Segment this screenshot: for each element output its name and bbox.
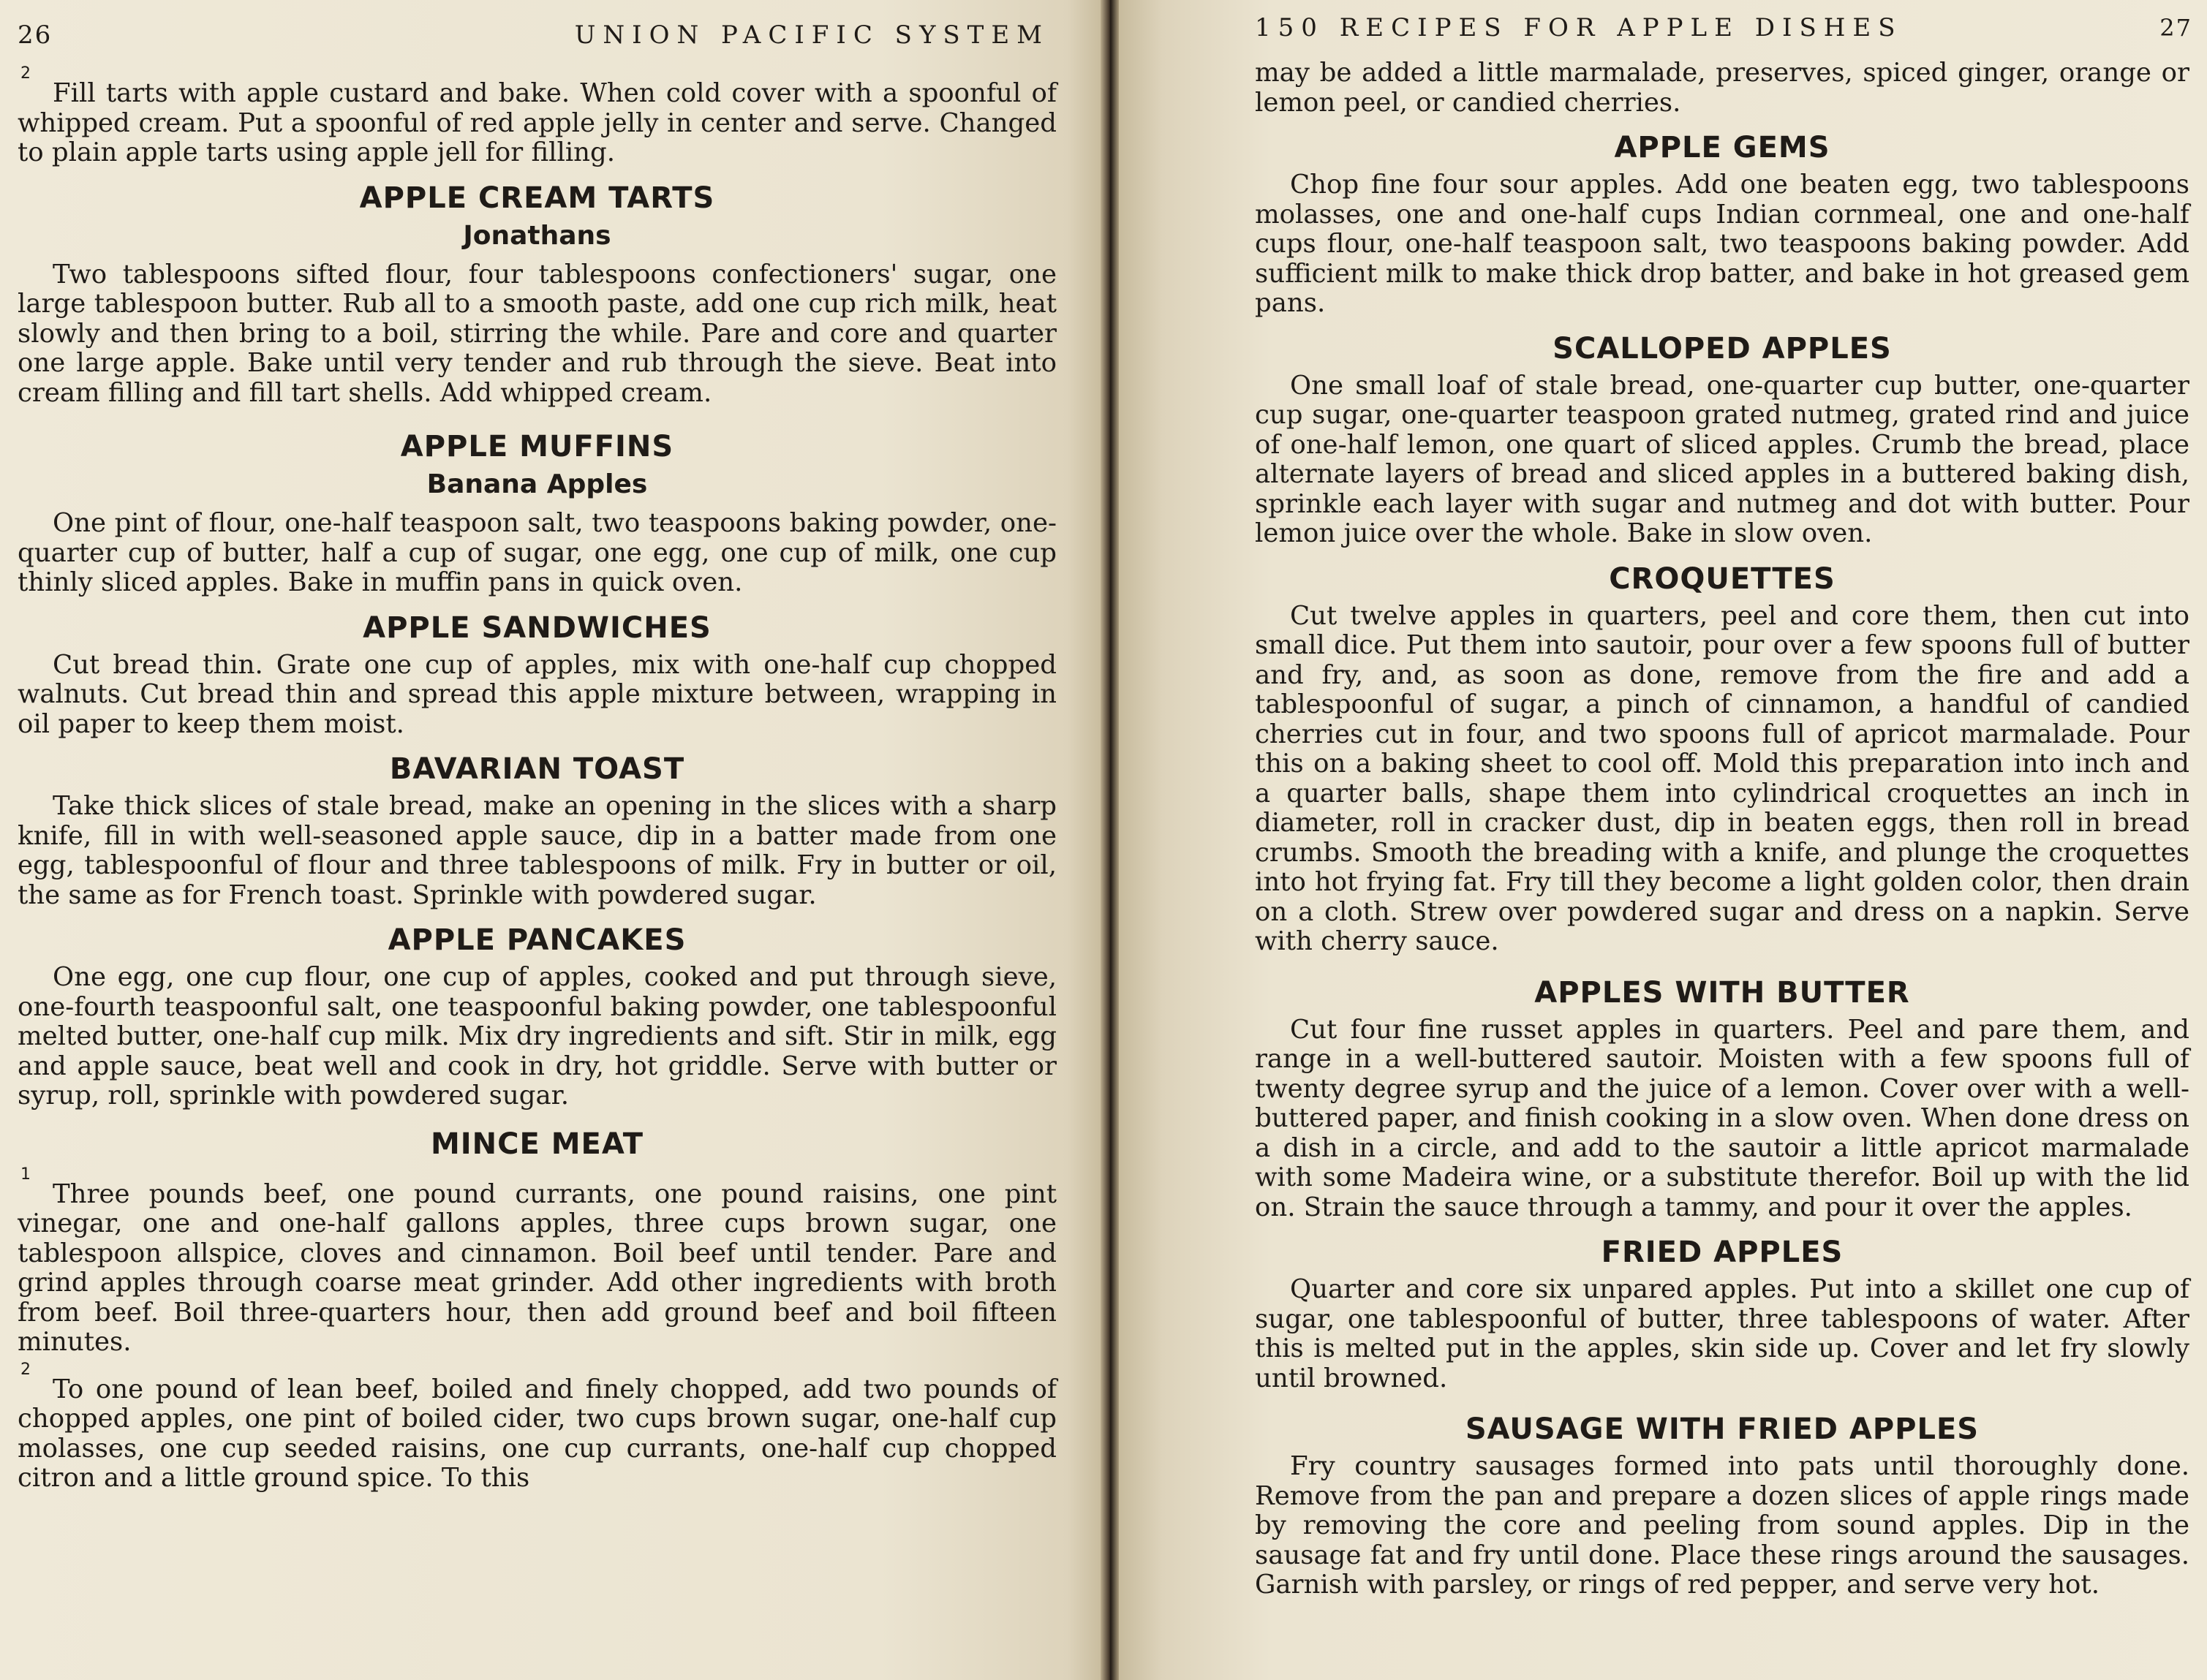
- recipe-text: Cut four fine russet apples in quarters. Peel and pare them, and range in a well-buttered sautoir. Moisten with a few spoons full of twenty degree syrup and the juice of a lemon. Cover over with a well-buttered paper, and finish cooking in a slow oven. When done dress on a dish in a circle, and add to the sautoir a little apricot marmalade with some Madeira wine, or a substitute therefor. Boil up with the lid on. Strain the sauce through a tammy, and pour it over the apples.: [1255, 1014, 2189, 1222]
- running-title: UNION PACIFIC SYSTEM: [574, 20, 1049, 50]
- running-title: 150 RECIPES FOR APPLE DISHES: [1255, 13, 1903, 42]
- page-number: 27: [2159, 14, 2192, 42]
- apple-variety: Jonathans: [463, 220, 611, 251]
- recipe-text: Two tablespoons sifted flour, four tablespoons confectioners' sugar, one large tablespoon butter. Rub all to a smooth paste, add one cup rich milk, heat slowly and then bring to a boil, stirring the while. Pare and core and quarter one large apple. Bake until very tender and rub through the sieve. Beat into cream filling and fill tart shells. Add whipped cream.: [18, 259, 1057, 408]
- recipe-title: MINCE MEAT: [430, 1127, 644, 1161]
- recipe-title: BAVARIAN TOAST: [389, 752, 685, 786]
- recipe-text: To one pound of lean beef, boiled and finely chopped, add two pounds of chopped apples, one pint of boiled cider, two cups brown sugar, one-half cup molasses, one cup seeded raisins, one cup currants, one-half cup chopped citron and a little ground spice. To this: [18, 1374, 1057, 1493]
- book-gutter: [1101, 0, 1119, 1680]
- recipe-text: Chop fine four sour apples. Add one beaten egg, two tablespoons molasses, one and one-half cups Indian cornmeal, one and one-half cups flour, one-half teaspoon salt, two teaspoons baking powder. Add sufficient milk to make thick drop batter, and bake in hot greased gem pans.: [1255, 170, 2189, 318]
- recipe-title: APPLES WITH BUTTER: [1534, 975, 1910, 1010]
- right-running-head: [1255, 13, 2192, 42]
- recipe-text: Fill tarts with apple custard and bake. When cold cover with a spoonful of whipped cream. Put a spoonful of red apple jelly in center and serve. Changed to plain apple tarts using apple jell for filling.: [18, 78, 1057, 167]
- left-page: [0, 0, 1101, 1680]
- recipe-title: SCALLOPED APPLES: [1553, 331, 1892, 366]
- recipe-text: Take thick slices of stale bread, make an opening in the slices with a sharp knife, fill in with well-seasoned apple sauce, dip in a batter made from one egg, tablespoonful of flour and three tablespoons of milk. Fry in butter or oil, the same as for French toast. Sprinkle with powdered sugar.: [18, 791, 1057, 910]
- recipe-title: APPLE PANCAKES: [388, 923, 687, 957]
- recipe-text: One pint of flour, one-half teaspoon salt, two teaspoons baking powder, one-quarter cup of butter, half a cup of sugar, one egg, one cup of milk, one cup thinly sliced apples. Bake in muffin pans in quick oven.: [18, 508, 1057, 597]
- recipe-text: One small loaf of stale bread, one-quarter cup butter, one-quarter cup sugar, one-quarter teaspoon grated nutmeg, grated rind and juice of one-half lemon, one quart of sliced apples. Crumb the bread, place alternate layers of bread and sliced apples in a buttered baking dish, sprinkle each layer with sugar and nutmeg and dot with butter. Pour lemon juice over the whole. Bake in slow oven.: [1255, 370, 2189, 548]
- footnote-marker: 2: [20, 1360, 31, 1379]
- footnote-marker: 1: [20, 1165, 31, 1184]
- recipe-text: Fry country sausages formed into pats until thoroughly done. Remove from the pan and prepare a dozen slices of apple rings made by removing the core and peeling from sound apples. Dip in the sausage fat and fry until done. Place these rings around the sausages. Garnish with parsley, or rings of red pepper, and serve very hot.: [1255, 1451, 2189, 1600]
- recipe-title: CROQUETTES: [1609, 561, 1836, 596]
- recipe-text: Cut bread thin. Grate one cup of apples, mix with one-half cup chopped walnuts. Cut bread thin and spread this apple mixture between, wrapping in oil paper to keep them moist.: [18, 649, 1057, 739]
- right-page: [1119, 0, 2207, 1680]
- recipe-text: Three pounds beef, one pound currants, one pound raisins, one pint vinegar, one and one-half gallons apples, three cups brown sugar, one tablespoon allspice, cloves and cinnamon. Boil beef until tender. Pare and grind apples through coarse meat grinder. Add other ingredients with broth from beef. Boil three-quarters hour, then add ground beef and boil fifteen minutes.: [18, 1178, 1057, 1357]
- recipe-title: APPLE MUFFINS: [400, 430, 674, 463]
- recipe-title: APPLE CREAM TARTS: [359, 181, 715, 215]
- recipe-title: SAUSAGE WITH FRIED APPLES: [1465, 1412, 1980, 1446]
- recipe-text: Cut twelve apples in quarters, peel and core them, then cut into small dice. Put them into sautoir, pour over a few spoons full of butter and fry, and, as soon as done, remove from the fire and add a tablespoonful of sugar, a pinch of cinnamon, a handful of candied cherries cut in four, and two spoons full of apricot marmalade. Pour this on a baking sheet to cool off. Mold this preparation into inch and a quarter balls, shape them into cylindrical croquettes an inch in diameter, roll in cracker dust, dip in beaten eggs, then roll in bread crumbs. Smooth the breading with a knife, and plunge the croquettes into hot frying fat. Fry till they become a light golden color, then drain on a cloth. Strew over powdered sugar and dress on a napkin. Serve with cherry sauce.: [1255, 600, 2189, 956]
- recipe-title: APPLE SANDWICHES: [363, 610, 712, 645]
- apple-variety: Banana Apples: [426, 469, 648, 499]
- recipe-title: APPLE GEMS: [1614, 131, 1830, 164]
- page-number: 26: [18, 20, 53, 50]
- left-running-head: [18, 20, 1057, 50]
- recipe-title: FRIED APPLES: [1601, 1236, 1844, 1269]
- recipe-text: Quarter and core six unpared apples. Put into a skillet one cup of sugar, one tablespoonful of butter, three tablespoons of water. After this is melted put in the apples, skin side up. Cover and let fry slowly until browned.: [1255, 1274, 2189, 1393]
- footnote-marker: 2: [20, 64, 31, 83]
- recipe-text: One egg, one cup flour, one cup of apples, cooked and put through sieve, one-fourth teaspoonful salt, one teaspoonful baking powder, one tablespoonful melted butter, one-half cup milk. Mix dry ingredients and sift. Stir in milk, egg and apple sauce, beat well and cook in dry, hot griddle. Serve with butter or syrup, roll, sprinkle with powdered sugar.: [18, 962, 1057, 1110]
- recipe-text: may be added a little marmalade, preserves, spiced ginger, orange or lemon peel, or candied cherries.: [1255, 58, 2189, 118]
